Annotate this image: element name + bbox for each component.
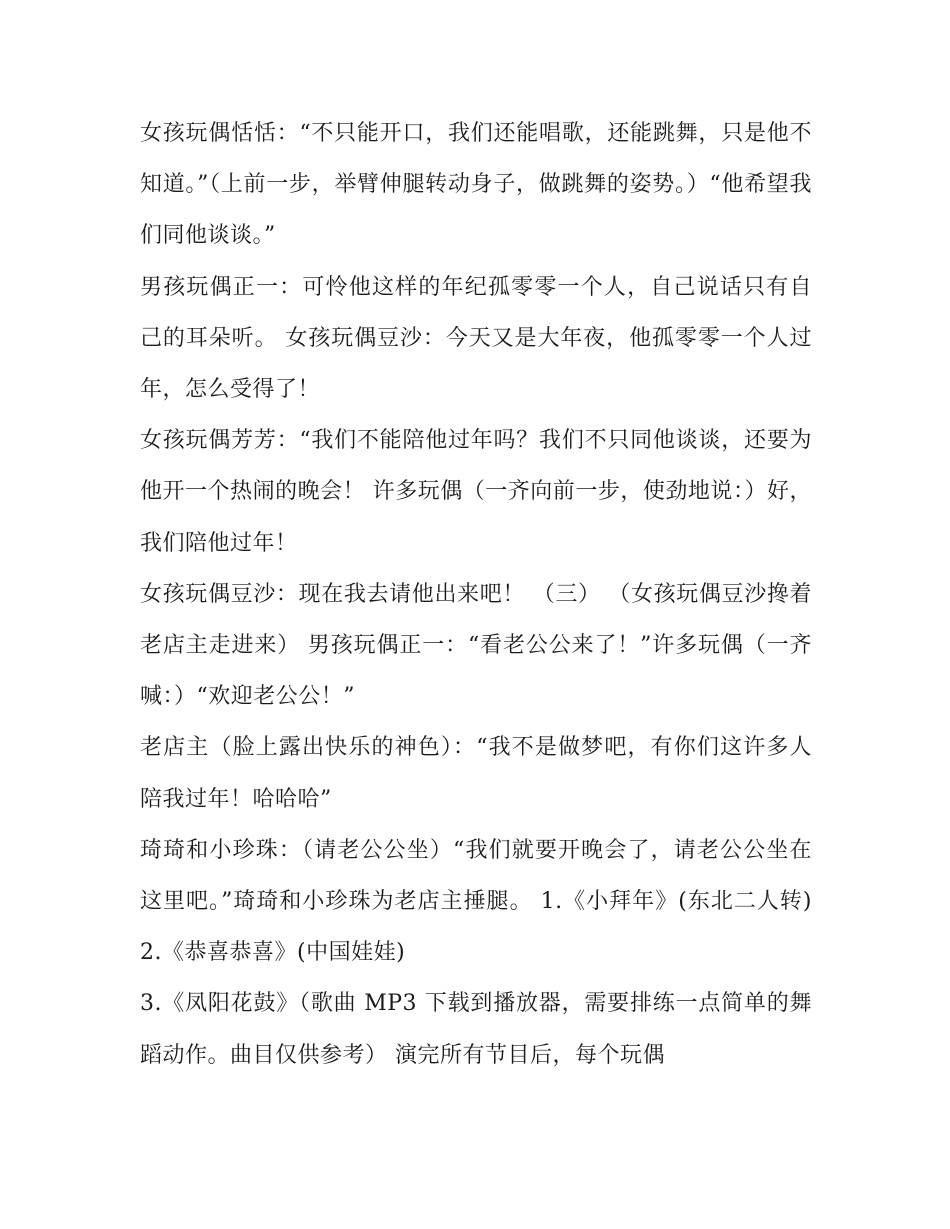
paragraph-4: 女孩玩偶豆沙：现在我去请他出来吧！ （三） （女孩玩偶豆沙搀着老店主走进来） 男孩玩偶正一：“看老公公来了！”许多玩偶（一齐喊：）“欢迎老公公！”: [140, 581, 812, 710]
paragraph-3: 女孩玩偶芳芳：“我们不能陪他过年吗？我们不只同他谈谈，还要为他开一个热闹的晚会！ 许多玩偶（一齐向前一步，使劲地说：）好，我们陪他过年！: [140, 428, 812, 556]
paragraph-2: 男孩玩偶正一：可怜他这样的年纪孤零零一个人，自己说话只有自己的耳朵听。 女孩玩偶豆沙：今天又是大年夜，他孤零零一个人过年，怎么受得了！: [140, 274, 812, 403]
document-body: [140, 108, 812, 1081]
paragraph-5: 老店主（脸上露出快乐的神色）：“我不是做梦吧，有你们这许多人陪我过年！哈哈哈”: [140, 735, 812, 812]
paragraph-6: 琦琦和小珍珠：（请老公公坐）“我们就要开晚会了，请老公公坐在这里吧。”琦琦和小珍珠为老店主捶腿。 1.《小拜年》(东北二人转) 2.《恭喜恭喜》(中国娃娃): [140, 837, 812, 966]
paragraph-1: 女孩玩偶恬恬：“不只能开口，我们还能唱歌，还能跳舞，只是他不知道。”（上前一步，举臂伸腿转动身子，做跳舞的姿势。）“他希望我们同他谈谈。”: [140, 121, 812, 249]
paragraph-7: 3.《凤阳花鼓》（歌曲 MP3 下载到播放器，需要排练一点简单的舞蹈动作。曲目仅供参考） 演完所有节目后，每个玩偶: [140, 991, 812, 1068]
